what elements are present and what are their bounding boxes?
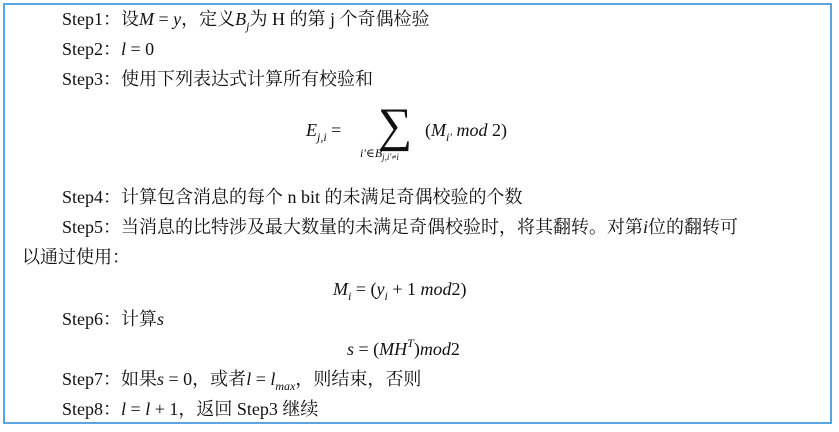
eq3-mod: mod	[419, 339, 451, 359]
equation-2	[333, 277, 467, 303]
step1-text-b: ，定义	[181, 9, 236, 29]
step3-line	[62, 67, 373, 91]
step1-var-m: M	[139, 9, 155, 29]
eq2-plus-one: + 1	[387, 279, 421, 299]
step4-text: 计算包含消息的每个 n bit 的未满足奇偶校验的个数	[121, 187, 523, 207]
step1-line	[62, 7, 430, 33]
eq2-m: M	[333, 279, 348, 299]
step4-line	[62, 185, 523, 209]
eq1-e-sub: j,i	[317, 130, 327, 144]
summation-symbol: ∑	[378, 99, 413, 152]
step1-text-c: 为 H 的第 j 个奇偶检验	[249, 9, 430, 29]
step2-label: Step2：	[62, 39, 122, 59]
eq2-m-sub: i	[348, 289, 352, 303]
step5-var-i: i	[643, 217, 649, 237]
sum-index-sub: j,i′≠i	[382, 152, 399, 162]
step6-label: Step6：	[62, 309, 122, 329]
step7-var-l: l	[246, 369, 252, 389]
eq3-equals: = (	[354, 339, 380, 359]
step6-line	[62, 307, 164, 331]
step8-var-l2: l	[145, 399, 151, 419]
eq1-equals: =	[326, 120, 342, 140]
step8-var-l: l	[121, 399, 127, 419]
step3-text: 使用下列表达式计算所有校验和	[121, 69, 374, 89]
eq3-sup-t: T	[407, 336, 414, 350]
step8-text: + 1，返回 Step3 继续	[150, 399, 319, 419]
step7-var-l2: l	[270, 369, 276, 389]
eq1-m: M	[431, 120, 446, 140]
step1-sub-j: j	[246, 19, 250, 33]
step8-label: Step8：	[62, 399, 122, 419]
eq1-m-sub: i′	[446, 130, 452, 144]
eq2-mod: mod	[420, 279, 452, 299]
eq2-close: 2)	[451, 279, 467, 299]
step2-line	[62, 37, 154, 61]
step3-label: Step3：	[62, 69, 122, 89]
step1-var-b: B	[235, 9, 247, 29]
step5-cont-text: 以通过使用：	[22, 247, 130, 267]
step8-equals: =	[126, 399, 146, 419]
step7-label: Step7：	[62, 369, 122, 389]
eq1-e: E	[306, 120, 317, 140]
step1-text-a: 设	[121, 9, 140, 29]
step7-eq-zero: = 0，或者	[164, 369, 247, 389]
eq2-equals: = (	[351, 279, 377, 299]
eq3-s: s	[347, 339, 355, 359]
eq3-mh: MH	[379, 339, 408, 359]
step5-text-b: 位的翻转可	[648, 217, 739, 237]
eq3-two: 2	[450, 339, 460, 359]
step5-line	[62, 215, 738, 239]
step2-equals: = 0	[126, 39, 155, 59]
step1-label: Step1：	[62, 9, 122, 29]
step7-sub-max: max	[275, 379, 296, 393]
step7-text-a: 如果	[121, 369, 158, 389]
step5-text-a: 当消息的比特涉及最大数量的未满足奇偶校验时，将其翻转。对第	[121, 217, 644, 237]
equation-3	[347, 337, 460, 363]
step4-label: Step4：	[62, 187, 122, 207]
equation-1-rhs	[425, 118, 507, 144]
eq2-y-sub: i	[384, 289, 388, 303]
eq2-y: y	[376, 279, 385, 299]
step5-continuation	[22, 245, 130, 269]
eq1-close: 2)	[491, 120, 507, 140]
summation-index	[360, 146, 399, 161]
eq1-mod: mod	[451, 120, 492, 140]
equation-1-lhs	[306, 118, 341, 144]
eq3-close-paren: )	[413, 339, 420, 359]
eq1-open-paren: (	[425, 120, 431, 140]
step1-var-y: y	[173, 9, 182, 29]
sum-index-main: i′∈B	[360, 146, 383, 160]
step7-text-b: ，则结束，否则	[295, 369, 422, 389]
step2-var-l: l	[121, 39, 127, 59]
step6-text: 计算	[121, 309, 158, 329]
step1-equals: =	[154, 9, 174, 29]
step7-var-s: s	[157, 369, 165, 389]
step7-equals: =	[251, 369, 271, 389]
step7-line	[62, 367, 421, 393]
step8-line	[62, 397, 318, 421]
step6-var-s: s	[157, 309, 165, 329]
step5-label: Step5：	[62, 217, 122, 237]
